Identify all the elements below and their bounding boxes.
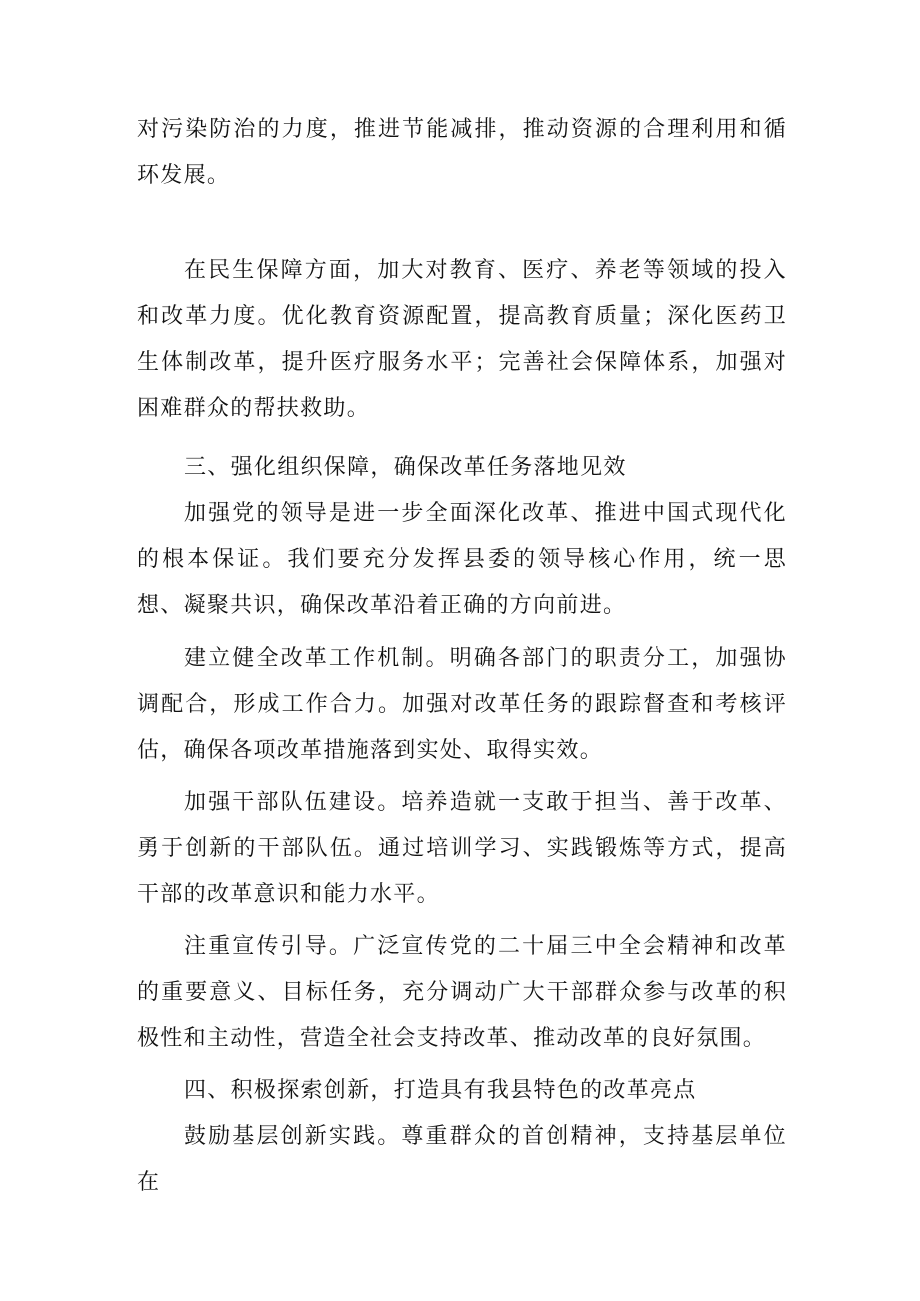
paragraph-publicity: 注重宣传引导。广泛宣传党的二十届三中全会精神和改革的重要意义、目标任务，充分调动广大干部群众参与改革的积极性和主动性，营造全社会支持改革、推动改革的良好氛围。 (137, 934, 787, 1051)
paragraph-work-mechanism: 建立健全改革工作机制。明确各部门的职责分工，加强协调配合，形成工作合力。加强对改革任务的跟踪督查和考核评估，确保各项改革措施落到实处、取得实效。 (137, 646, 787, 763)
paragraph-continuation: 对污染防治的力度，推进节能减排，推动资源的合理利用和循环发展。 (137, 117, 787, 188)
paragraph-grassroots: 鼓励基层创新实践。尊重群众的首创精神，支持基层单位在 (137, 1124, 787, 1195)
paragraph-party-leadership: 加强党的领导是进一步全面深化改革、推进中国式现代化的根本保证。我们要充分发挥县委的领导核心作用，统一思想、凝聚共识，确保改革沿着正确的方向前进。 (137, 501, 787, 618)
paragraph-cadre-team: 加强干部队伍建设。培养造就一支敢于担当、善于改革、勇于创新的干部队伍。通过培训学习、实践锻炼等方式，提高干部的改革意识和能力水平。 (137, 790, 787, 907)
section-heading-3: 三、强化组织保障，确保改革任务落地见效 (184, 455, 627, 480)
section-heading-4: 四、积极探索创新，打造具有我县特色的改革亮点 (184, 1078, 697, 1103)
paragraph-livelihood: 在民生保障方面，加大对教育、医疗、养老等领域的投入和改革力度。优化教育资源配置，提高教育质量；深化医药卫生体制改革，提升医疗服务水平；完善社会保障体系，加强对困难群众的帮扶救助。 (137, 258, 787, 421)
